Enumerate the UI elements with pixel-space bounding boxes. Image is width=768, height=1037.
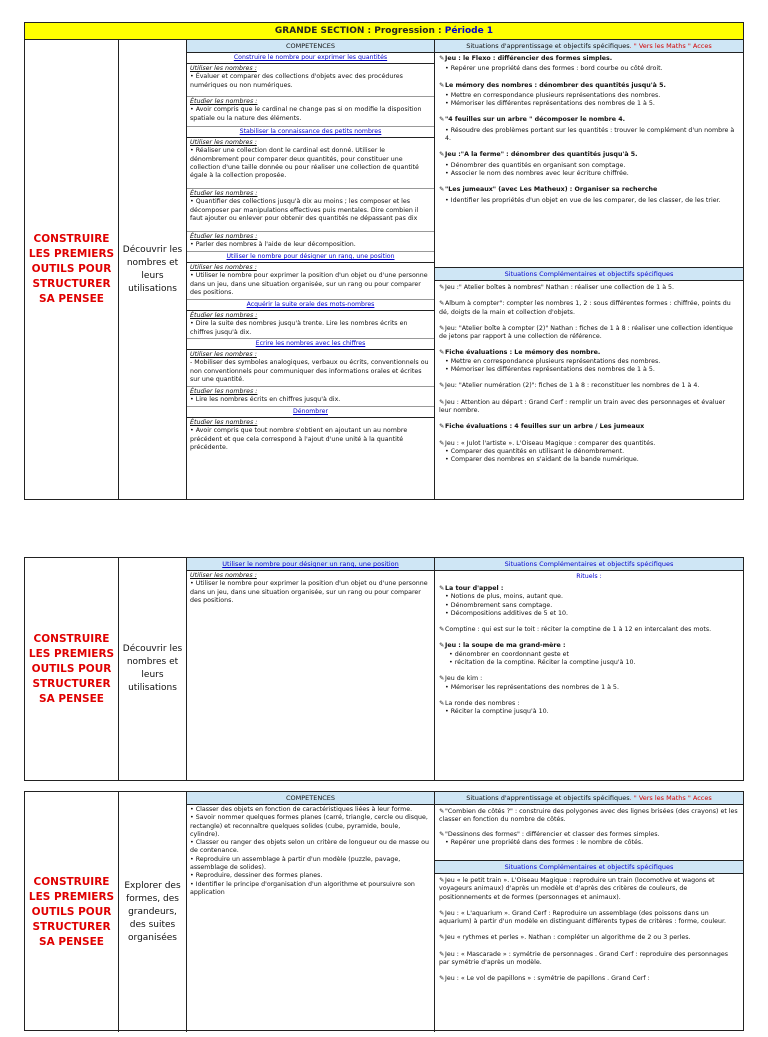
- block-text: • Parler des nombres à l'aide de leur décomposition.: [190, 241, 356, 249]
- pencil-icon: ✎: [439, 675, 445, 683]
- pencil-icon: ✎: [439, 186, 445, 194]
- activity: Jeu :"A la ferme" : dénombrer des quantités jusqu'à 5.: [445, 151, 638, 159]
- rituals-list: [435, 581, 743, 775]
- activity: Jeu : « Le vol de papillons » : symétrie de papillons . Grand Cerf :: [445, 975, 650, 983]
- block-text: • Réaliser une collection dont le cardinal est donné. Utiliser le dénombrement pour comparer deux quantités, pour constituer une collection d'une taille donnée ou pour réaliser une collection de quantité égale à la collection proposée.: [190, 147, 419, 180]
- complementary-list: [435, 281, 743, 509]
- competence-block: [187, 64, 434, 97]
- block-title: Étudier les nombres :: [190, 388, 258, 395]
- section-title: Acquérir la suite orale des mots-nombres: [187, 300, 434, 311]
- activity-objective: • Comparer des nombres en s'aidant de la bande numérique.: [445, 456, 639, 464]
- domain-label: CONSTRUIRE LES PREMIERS OUTILS POUR STRUCTURER SA PENSEE: [25, 558, 119, 780]
- competence-block: [187, 97, 434, 127]
- activity: Fiche évaluations : 4 feuilles sur un arbre / Les jumeaux: [445, 423, 645, 431]
- situations-header-text: Situations d'apprentissage et objectifs spécifiques: [466, 42, 630, 50]
- situations-header: [435, 40, 743, 53]
- progression-table-3: [24, 791, 744, 1031]
- block-title: Étudier les nombres :: [190, 233, 258, 240]
- block-text: • Dire la suite des nombres jusqu'à trente. Lire les nombres écrits en chiffres jusqu'à dix.: [190, 320, 408, 336]
- block-title: Utiliser les nombres :: [190, 264, 257, 271]
- competence-block: [187, 138, 434, 189]
- activity-objective: • Associer le nom des nombres avec leur écriture chiffrée.: [445, 169, 629, 177]
- competence-block: [187, 189, 434, 232]
- block-text: • Évaluer et comparer des collections d'objets avec des procédures numériques ou non numériques.: [190, 73, 403, 89]
- block-text: • Utiliser le nombre pour exprimer la position d'un objet ou d'une personne dans un jeu, dans une situation organisée, sur un rang ou pour comparer des positions.: [190, 580, 428, 604]
- rituals-title: Rituels :: [576, 573, 602, 580]
- pencil-icon: ✎: [439, 116, 445, 124]
- block-title: Utiliser les nombres :: [190, 65, 257, 72]
- section-title: Utiliser le nombre pour désigner un rang, une position: [187, 558, 434, 571]
- situations-header: [435, 792, 743, 805]
- activity: La tour d'appel :: [445, 585, 504, 592]
- situations-header-ref: . " Vers les Maths " Acces: [629, 42, 712, 50]
- activity: Jeu: "Atelier boîte à compter (2)" Nathan : fiches de 1 à 8 : réaliser une collection identique de jetons par rapport à une collection de référence.: [439, 324, 733, 341]
- subdomain-label: Explorer des formes, des grandeurs, des suites organisées: [119, 792, 187, 1032]
- activity-objective: • Comparer des quantités en utilisant le dénombrement.: [445, 447, 625, 455]
- competence-block: [187, 571, 434, 633]
- pencil-icon: ✎: [439, 284, 445, 291]
- pencil-icon: ✎: [439, 585, 445, 592]
- domain-label: CONSTRUIRE LES PREMIERS OUTILS POUR STRUCTURER SA PENSEE: [25, 792, 119, 1032]
- competence-block: [187, 387, 434, 407]
- block-title: Utiliser les nombres :: [190, 572, 257, 579]
- pencil-icon: ✎: [439, 877, 445, 884]
- title-prefix: GRANDE SECTION : Progression :: [274, 26, 445, 36]
- pencil-icon: ✎: [439, 81, 445, 89]
- pencil-icon: ✎: [439, 398, 445, 406]
- activity: Jeu: "Atelier numération (2)": fiches de 1 à 8 : reconstituer les nombres de 1 à 4.: [445, 382, 700, 390]
- block-title: Étudier les nombres :: [190, 98, 258, 105]
- subdomain-label: Découvrir les nombres et leurs utilisations: [119, 40, 187, 499]
- block-text: • Avoir compris que le cardinal ne change pas si on modifie la disposition spatiale ou la nature des éléments.: [190, 106, 422, 122]
- pencil-icon: ✎: [439, 642, 445, 650]
- competences-column: [187, 40, 435, 499]
- block-title: Étudier les nombres :: [190, 312, 258, 319]
- pencil-icon: ✎: [439, 934, 445, 942]
- activity: "4 feuilles sur un arbre " décomposer le nombre 4.: [445, 116, 626, 124]
- competence-block: [187, 311, 434, 339]
- pencil-icon: ✎: [439, 830, 445, 838]
- section-title: Construire le nombre pour exprimer les quantités: [187, 53, 434, 64]
- pencil-icon: ✎: [439, 439, 445, 447]
- section-title: Dénombrer: [187, 407, 434, 418]
- situations-header-text: Situations d'apprentissage et objectifs spécifiques: [466, 794, 630, 802]
- situations-list: [435, 805, 743, 860]
- activity-objective: • Décompositions additives de 5 et 10.: [445, 609, 569, 617]
- pencil-icon: ✎: [439, 151, 445, 159]
- block-text: - Mobiliser des symboles analogiques, verbaux ou écrits, conventionnels ou non conventionnels pour communiquer des informations orales et écrites sur une quantité.: [190, 359, 429, 383]
- block-title: Étudier les nombres :: [190, 419, 258, 426]
- pencil-icon: ✎: [439, 55, 445, 62]
- competence-block: [187, 232, 434, 252]
- activity: Jeu : « L'aquarium ». Grand Cerf : Reproduire un assemblage (des poissons dans un aquarium) à partir d'un modèle en distinguant différents types de critères : forme, couleur.: [439, 909, 726, 926]
- activity-objective: • Résoudre des problèmes portant sur les quantités : trouver le complément d'un nombre à 4.: [445, 126, 735, 143]
- domain-label: CONSTRUIRE LES PREMIERS OUTILS POUR STRUCTURER SA PENSEE: [25, 40, 119, 499]
- pencil-icon: ✎: [439, 808, 445, 815]
- progression-table-2: [24, 557, 744, 781]
- situations-column: [435, 558, 743, 780]
- activity-objective: • Notions de plus, moins, autant que.: [445, 593, 564, 601]
- pencil-icon: ✎: [439, 324, 445, 332]
- subdomain-label: Découvrir les nombres et leurs utilisations: [119, 558, 187, 780]
- block-title: Étudier les nombres :: [190, 190, 258, 197]
- situations-column: [435, 792, 743, 1032]
- pencil-icon: ✎: [439, 950, 445, 958]
- activity-objective: • Mémoriser les différentes représentations des nombres de 1 à 5.: [445, 100, 655, 108]
- pencil-icon: ✎: [439, 349, 445, 357]
- block-text: • Lire les nombres écrits en chiffres jusqu'à dix.: [190, 396, 341, 404]
- activity: "Dessinons des formes" : différencier et classer des formes simples.: [445, 830, 660, 838]
- competences-header: COMPETENCES: [187, 792, 434, 805]
- activity-objective: • Mémoriser les représentations des nombres de 1 à 5.: [445, 683, 619, 691]
- activity: Jeu :" Atelier boîtes à nombres" Nathan : réaliser une collection de 1 à 5.: [445, 284, 675, 291]
- activity-objective: • Mémoriser les différentes représentations des nombres de 1 à 5.: [445, 366, 655, 374]
- activity: Jeu : « Julot l'artiste ». L'Oiseau Magique : comparer des quantités.: [445, 439, 656, 447]
- activity-objective: • récitation de la comptine. Réciter la comptine jusqu'à 10.: [449, 659, 636, 667]
- activity: "Les jumeaux" (avec Les Matheux) : Organiser sa recherche: [445, 186, 658, 194]
- activity: Jeu : Attention au départ : Grand Cerf : remplir un train avec des personnages et évaluer leur nombre.: [439, 398, 726, 414]
- activity: Comptine : qui est sur le toit : réciter la comptine de 1 à 12 en intercalant des mots.: [445, 626, 712, 634]
- complementary-header: Situations Complémentaires et objectifs spécifiques: [435, 860, 743, 874]
- situations-header-ref: . " Vers les Maths " Acces: [629, 794, 712, 802]
- competences-column: [187, 558, 435, 780]
- pencil-icon: ✎: [439, 975, 445, 983]
- activity: Album à compter": compter les nombres 1, 2 : sous différentes formes : chiffrée, points du dé, doigts de la main et collection d'objets.: [439, 300, 731, 316]
- activity: Fiche évaluations : Le mémory des nombre.: [445, 349, 601, 357]
- competence-block: [187, 263, 434, 300]
- competences-header: COMPETENCES: [187, 40, 434, 53]
- activity: Jeu de kim :: [445, 675, 483, 683]
- activity: Jeu « rythmes et perles ». Nathan : compléter un algorithme de 2 ou 3 perles.: [445, 934, 691, 942]
- page-title: [25, 23, 743, 40]
- pencil-icon: ✎: [439, 382, 445, 390]
- activity-objective: • Mettre en correspondance plusieurs représentations des nombres.: [445, 91, 661, 99]
- activity-objective: • Dénombrement sans comptage.: [445, 601, 553, 609]
- block-text: • Quantifier des collections jusqu'à dix au moins ; les composer et les décomposer par manipulations effectives puis mentales. Dire combien il faut ajouter ou enlever pour obtenir des quantités ne dépassant pas dix: [190, 198, 419, 222]
- block-title: Utiliser les nombres :: [190, 139, 257, 146]
- competence-block: • Classer des objets en fonction de caractéristiques liées à leur forme. • Savoir nommer quelques formes planes (carré, triangle, cercle ou disque, rectangle) et reconnaître quelques solides (cube, pyramide, boule, cylindre). • Classer ou ranger des objets selon un critère de longueur ou de masse ou de contenance. • Reproduire un assemblage à partir d'un modèle (puzzle, pavage, assemblage de solides). • Reproduire, dessiner des formes planes. • Identifier le principe d'organisation d'un algorithme et poursuivre son application: [190, 806, 429, 896]
- complementary-header: Situations Complémentaires et objectifs spécifiques: [435, 267, 743, 281]
- activity-objective: • Repérer une propriété dans des formes : bord courbe ou côté droit.: [445, 65, 663, 73]
- activity-objective: • dénombrer en coordonnant geste et: [449, 650, 569, 658]
- activity: "Combien de côtés ?" : construire des polygones avec des lignes brisées (des crayons) et les classer en fonction du nombre de côtés.: [439, 808, 738, 824]
- activity-objective: • Identifier les propriétés d'un objet en vue de les comparer, de les classer, de les trier.: [445, 196, 721, 204]
- section-title: Stabiliser la connaissance des petits nombres: [187, 127, 434, 138]
- pencil-icon: ✎: [439, 300, 445, 308]
- complementary-header: Situations Complémentaires et objectifs spécifiques: [435, 558, 743, 571]
- pencil-icon: ✎: [439, 626, 445, 634]
- activity: Jeu « le petit train ». L'Oiseau Magique : reproduire un train (locomotive et wagons et voyageurs animaux) d'après un modèle et d'après des critères de couleurs, de positionnements et de formes (personnages et animaux).: [439, 877, 715, 901]
- competence-block: [187, 350, 434, 387]
- activity-objective: • Réciter la comptine jusqu'à 10.: [445, 708, 549, 716]
- competences-column: [187, 792, 435, 1032]
- situations-column: [435, 40, 743, 499]
- activity-objective: • Repérer une propriété dans des formes : le nombre de côtés.: [445, 838, 644, 846]
- block-title: Utiliser les nombres :: [190, 351, 257, 358]
- pencil-icon: ✎: [439, 909, 445, 917]
- complementary-list: [435, 874, 743, 1037]
- situations-list: [435, 53, 743, 267]
- activity-objective: • Dénombrer des quantités en organisant son comptage.: [445, 161, 626, 169]
- pencil-icon: ✎: [439, 699, 445, 707]
- activity: Jeu : le Flexo : différencier des formes simples.: [445, 55, 613, 62]
- competence-block: [187, 418, 434, 456]
- title-period: Période 1: [444, 26, 494, 36]
- block-text: • Avoir compris que tout nombre s'obtient en ajoutant un au nombre précédent et que cela correspond à l'ajout d'une unité à la quantité précédente.: [190, 427, 408, 451]
- activity: Jeu : « Mascarade » : symétrie de personnages . Grand Cerf : reproduire des personnages par symétrie d'après un modèle.: [439, 950, 728, 967]
- activity: La ronde des nombres :: [445, 699, 520, 707]
- activity: Le mémory des nombres : dénombrer des quantités jusqu'à 5.: [445, 81, 666, 89]
- activity-objective: • Mettre en correspondance plusieurs représentations des nombres.: [445, 357, 661, 365]
- block-text: • Utiliser le nombre pour exprimer la position d'un objet ou d'une personne dans un jeu, dans une situation organisée, sur un rang ou pour comparer des positions.: [190, 272, 428, 296]
- progression-table-1: [24, 22, 744, 500]
- section-title: Ecrire les nombres avec les chiffres: [187, 339, 434, 350]
- pencil-icon: ✎: [439, 423, 445, 431]
- activity: Jeu : la soupe de ma grand-mère :: [445, 642, 566, 650]
- section-title: Utiliser le nombre pour désigner un rang, une position: [187, 252, 434, 263]
